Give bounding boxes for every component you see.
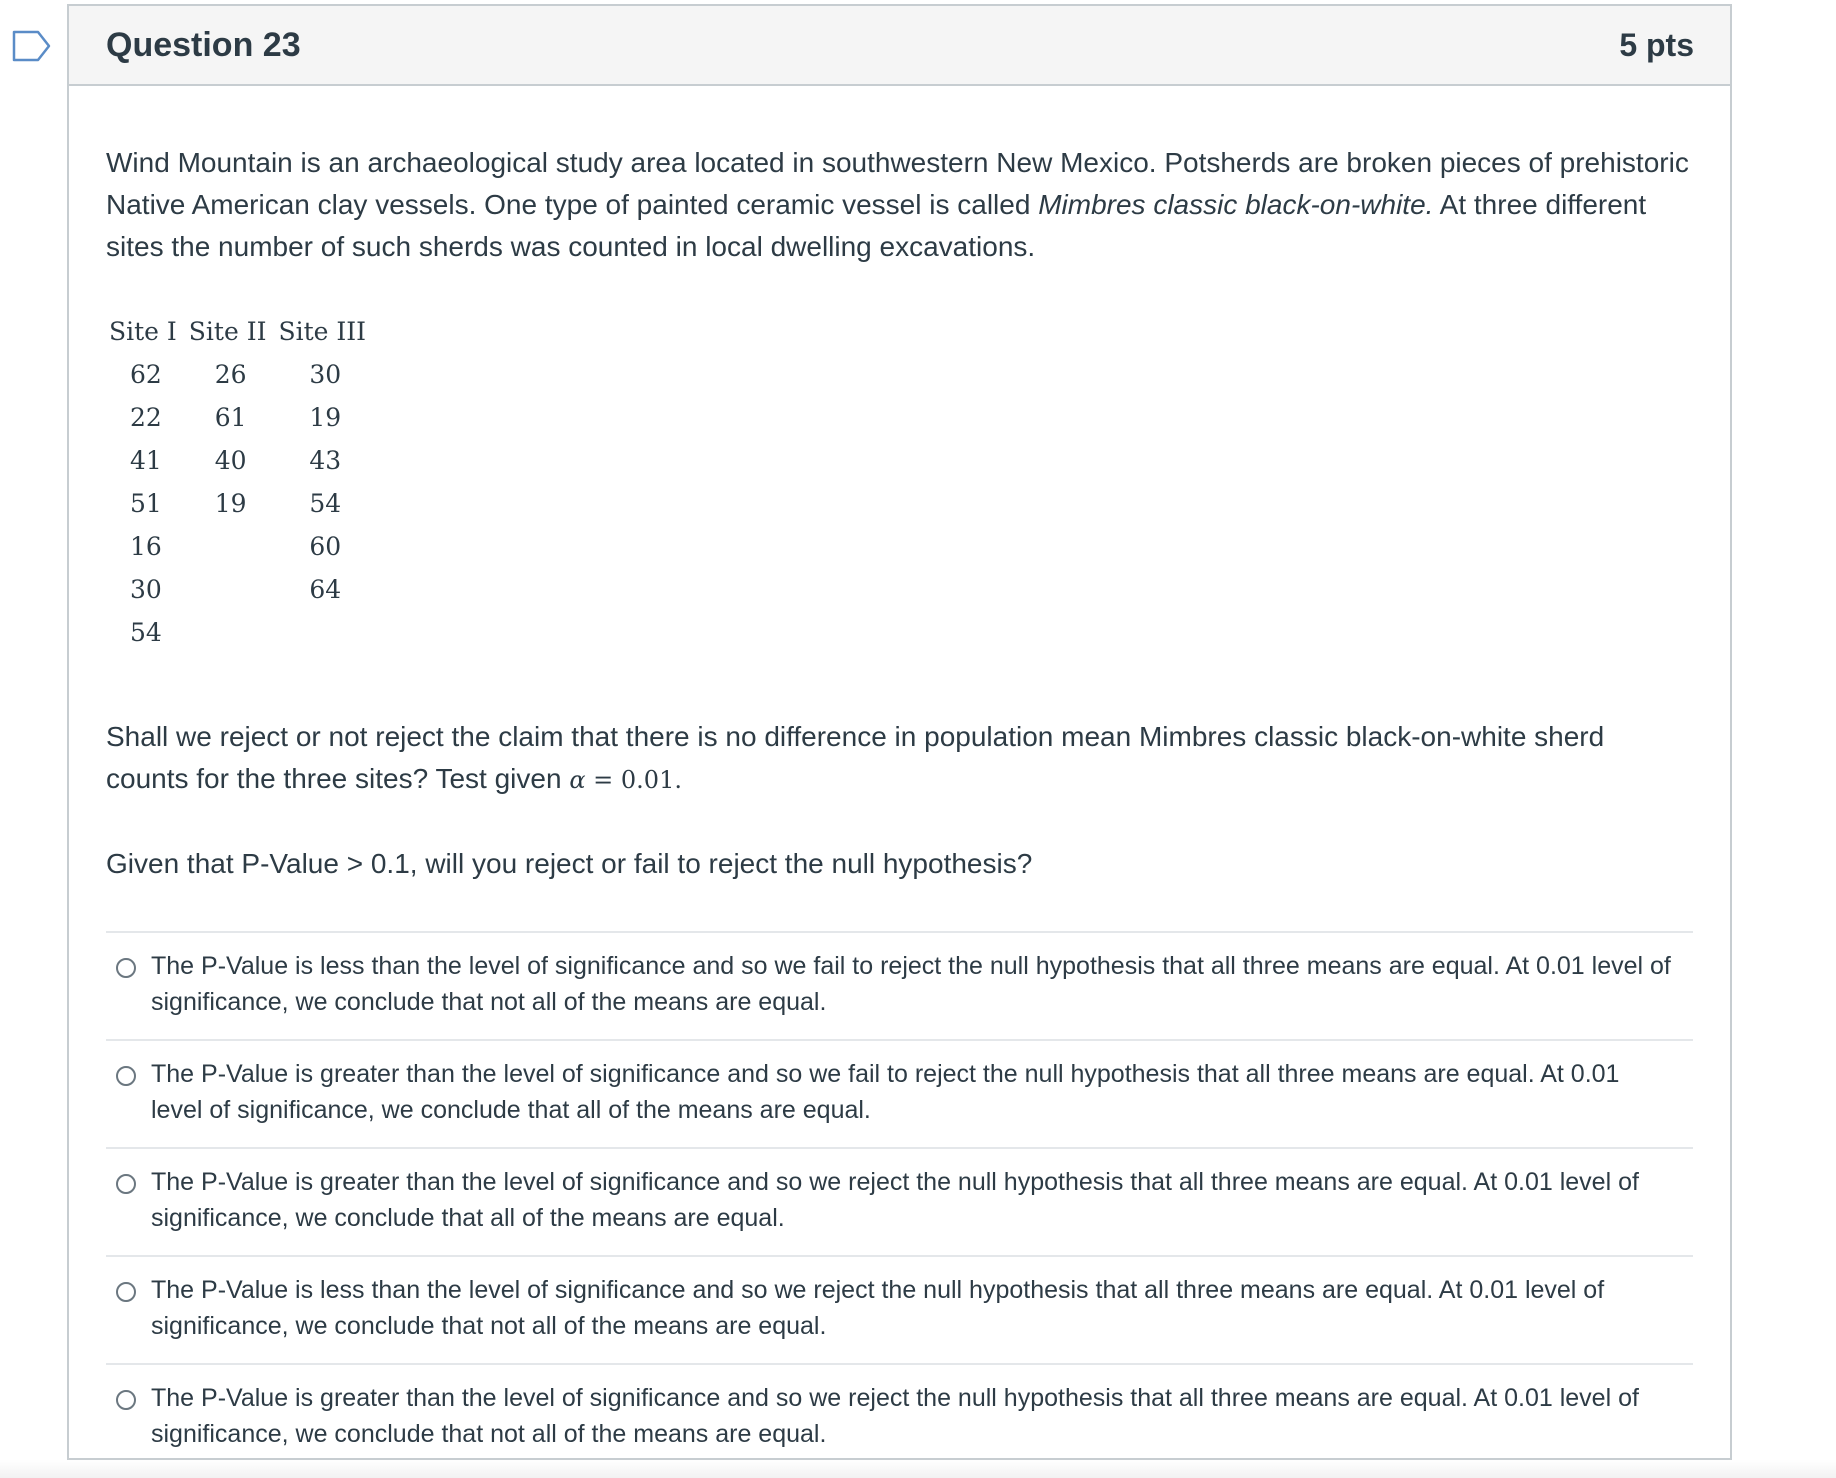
answer-radio-4[interactable]	[116, 1282, 136, 1302]
answer-option-1[interactable]	[106, 933, 1693, 1041]
answer-radio-2[interactable]	[116, 1066, 136, 1086]
table-cell: 41	[129, 446, 162, 475]
table-cell: 22	[129, 403, 162, 432]
intro-text-end: At three different sites the number of such sherds was counted in local dwelling excavations.	[106, 189, 1647, 262]
table-cell: 61	[214, 403, 247, 432]
intro-text-start: Wind Mountain is an archaeological study area located in southwestern New Mexico. Potsherds are broken pieces of prehistoric Native American clay vessels. One type of painted ceramic vessel is called	[106, 147, 1689, 220]
alpha-value: = 0.01.	[585, 766, 682, 794]
table-cell: 64	[309, 575, 342, 604]
table-cell: 26	[214, 360, 247, 389]
table-cell	[186, 525, 276, 568]
question-title: Question 23	[106, 25, 301, 64]
answer-text-2: The P-Value is greater than the level of significance and so we fail to reject the null hypothesis that all three means are equal. At 0.01 level of significance, we conclude that all of the means are equal.	[151, 1060, 1620, 1124]
flag-question-icon[interactable]	[12, 30, 52, 62]
table-cell: 60	[309, 532, 342, 561]
alpha-expression	[569, 766, 682, 794]
question-header	[69, 6, 1730, 86]
answer-radio-3[interactable]	[116, 1174, 136, 1194]
table-row	[106, 439, 375, 482]
question-points: 5 pts	[1619, 26, 1694, 63]
alpha-symbol: α	[569, 766, 586, 794]
table-cell: 54	[129, 618, 162, 647]
table-cell: 30	[129, 575, 162, 604]
answer-option-2[interactable]	[106, 1041, 1693, 1149]
answer-text-5: The P-Value is greater than the level of significance and so we reject the null hypothesis that all three means are equal. At 0.01 level of significance, we conclude that not all of the means are equal.	[151, 1384, 1639, 1448]
answer-text-4: The P-Value is less than the level of significance and so we reject the null hypothesis that all three means are equal. At 0.01 level of significance, we conclude that not all of the means are equal.	[151, 1276, 1605, 1340]
table-cell	[275, 611, 375, 654]
table-cell: 16	[129, 532, 162, 561]
question-prompt: Given that P-Value > 0.1, will you reject or fail to reject the null hypothesis?	[106, 848, 1033, 879]
answer-text-3: The P-Value is greater than the level of significance and so we reject the null hypothesis that all three means are equal. At 0.01 level of significance, we conclude that all of the means are equal.	[151, 1168, 1639, 1232]
table-row	[106, 611, 375, 654]
table-cell: 43	[309, 446, 342, 475]
table-row	[106, 482, 375, 525]
table-header-row	[106, 310, 375, 353]
table-cell: 62	[129, 360, 162, 389]
table-row	[106, 568, 375, 611]
question-body	[69, 142, 1730, 1473]
answer-option-3[interactable]	[106, 1149, 1693, 1257]
answer-radio-5[interactable]	[116, 1390, 136, 1410]
answer-radio-1[interactable]	[116, 958, 136, 978]
answer-option-4[interactable]	[106, 1257, 1693, 1365]
table-cell	[186, 611, 276, 654]
answer-list	[106, 931, 1693, 1473]
column-header-site-3: Site III	[278, 317, 367, 346]
table-row	[106, 525, 375, 568]
intro-vessel-name: Mimbres classic black-on-white.	[1038, 189, 1434, 220]
table-cell: 51	[129, 489, 162, 518]
table-row	[106, 353, 375, 396]
column-header-site-2: Site II	[188, 317, 267, 346]
question-card	[67, 4, 1732, 1460]
question-claim	[106, 716, 1693, 801]
answer-text-1: The P-Value is less than the level of significance and so we fail to reject the null hypothesis that all three means are equal. At 0.01 level of significance, we conclude that not all of the means are equal.	[151, 952, 1671, 1016]
table-cell	[186, 568, 276, 611]
answer-option-5[interactable]	[106, 1365, 1693, 1473]
table-cell: 54	[309, 489, 342, 518]
table-row	[106, 396, 375, 439]
table-cell: 30	[309, 360, 342, 389]
page-bottom-edge	[0, 1460, 1836, 1478]
table-cell: 19	[309, 403, 342, 432]
table-cell: 40	[214, 446, 247, 475]
sherd-count-table	[106, 310, 375, 654]
question-intro	[106, 142, 1693, 268]
claim-text: Shall we reject or not reject the claim that there is no difference in population mean Mimbres classic black-on-white sherd counts for the three sites? Test given	[106, 721, 1605, 794]
table-cell: 19	[214, 489, 247, 518]
column-header-site-1: Site I	[109, 317, 177, 346]
